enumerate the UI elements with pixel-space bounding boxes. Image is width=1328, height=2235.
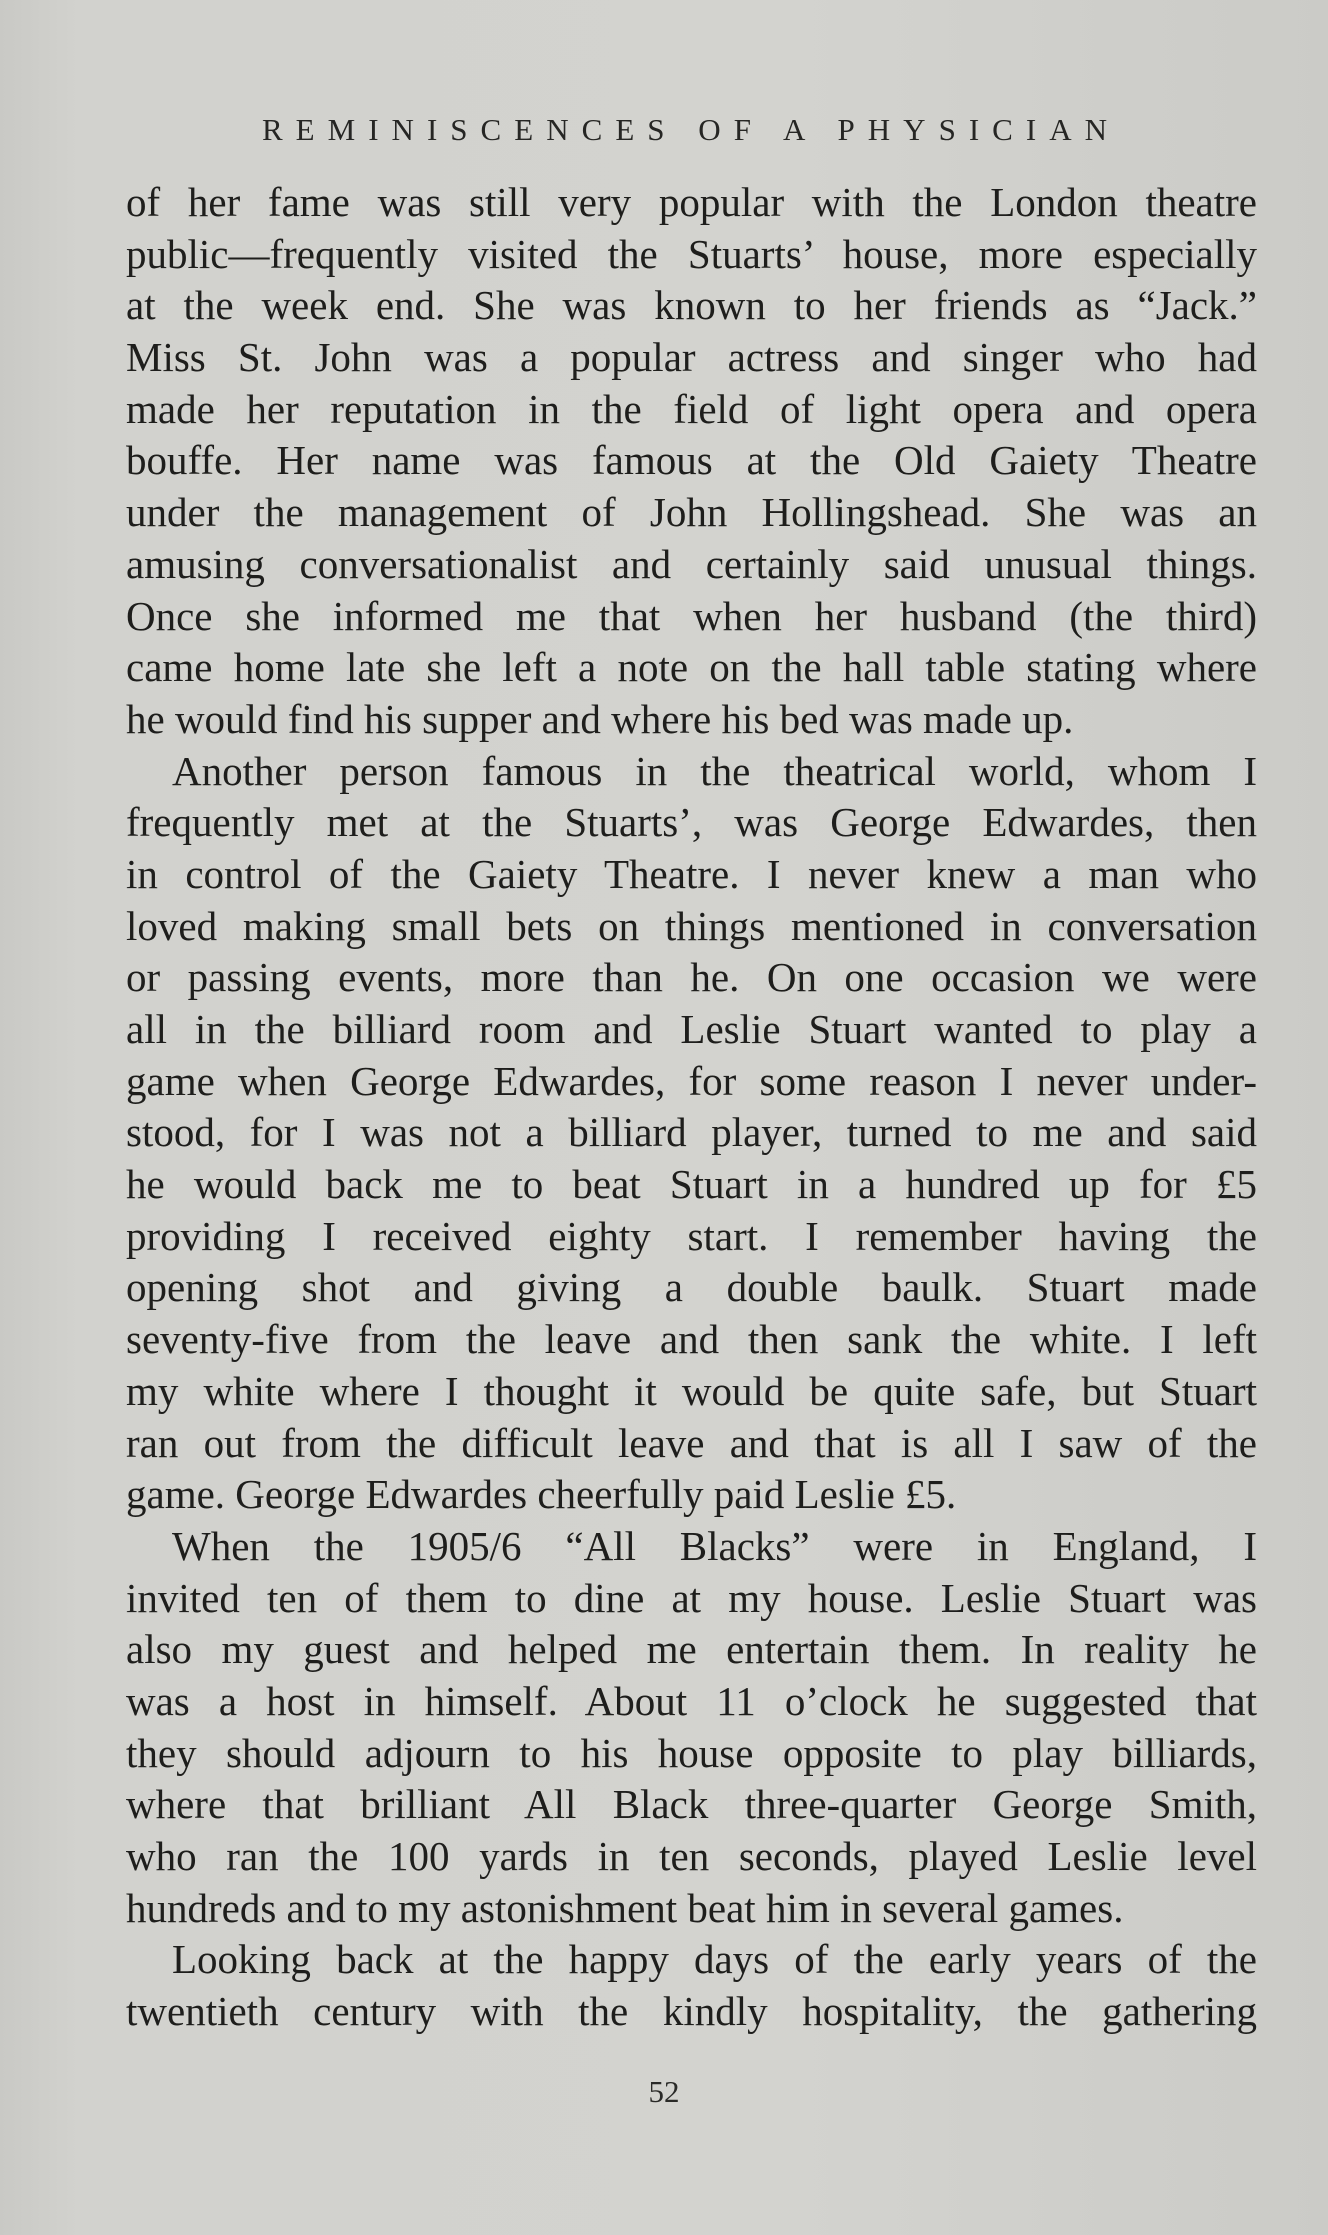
text-line: in control of the Gaiety Theatre. I never knew a man who <box>126 850 1257 897</box>
text-line: they should adjourn to his house opposite to play billiards, <box>126 1729 1257 1776</box>
text-line: frequently met at the Stuarts’, was George Edwardes, then <box>126 799 1257 846</box>
text-line: When the 1905/6 “All Blacks” were in England, I <box>172 1522 1257 1569</box>
text-line: Once she informed me that when her husband (the third) <box>126 592 1257 639</box>
text-line: game when George Edwardes, for some reason I never under- <box>126 1057 1257 1104</box>
text-line: who ran the 100 yards in ten seconds, played Leslie level <box>126 1833 1257 1879</box>
text-line: twentieth century with the kindly hospitality, the gathering <box>126 1988 1257 2035</box>
text-line: where that brilliant All Black three-quarter George Smith, <box>126 1781 1257 1828</box>
text-line: ran out from the difficult leave and that is all I saw of the <box>126 1419 1257 1466</box>
text-line: opening shot and giving a double baulk. Stuart made <box>126 1264 1257 1311</box>
running-head: REMINISCENCES OF A PHYSICIAN <box>261 112 1121 147</box>
text-line: Looking back at the happy days of the early years of the <box>172 1936 1257 1983</box>
text-line: invited ten of them to dine at my house. Leslie Stuart was <box>126 1574 1257 1621</box>
text-line: stood, for I was not a billiard player, turned to me and said <box>126 1109 1257 1156</box>
text-line: bouffe. Her name was famous at the Old Gaiety Theatre <box>126 437 1257 484</box>
text-line: was a host in himself. About 11 o’clock he suggested that <box>126 1677 1257 1724</box>
text-line: he would find his supper and where his bed was made up. <box>126 695 1074 742</box>
text-line: Another person famous in the theatrical world, whom I <box>172 747 1257 794</box>
body-text <box>126 177 1257 2038</box>
text-line: under the management of John Hollingshead. She was an <box>126 489 1257 536</box>
page-number: 52 <box>648 2074 680 2109</box>
text-line: loved making small bets on things mentioned in conversation <box>126 902 1257 949</box>
text-line: he would back me to beat Stuart in a hundred up for £5 <box>126 1161 1257 1208</box>
text-line: providing I received eighty start. I remember having the <box>126 1212 1257 1259</box>
text-line: also my guest and helped me entertain them. In reality he <box>126 1626 1257 1673</box>
text-line: game. George Edwardes cheerfully paid Leslie £5. <box>126 1471 957 1518</box>
text-line: Miss St. John was a popular actress and singer who had <box>126 334 1257 381</box>
text-line: came home late she left a note on the hall table stating where <box>126 644 1257 691</box>
text-line: or passing events, more than he. On one occasion we were <box>126 954 1257 1001</box>
text-line: at the week end. She was known to her friends as “Jack.” <box>126 282 1257 329</box>
text-line: made her reputation in the field of light opera and opera <box>126 385 1257 432</box>
text-line: public—frequently visited the Stuarts’ house, more especially <box>126 230 1257 277</box>
text-line: seventy-five from the leave and then sank the white. I left <box>126 1316 1257 1363</box>
text-line: of her fame was still very popular with the London theatre <box>126 179 1257 225</box>
text-line: hundreds and to my astonishment beat him in several games. <box>126 1884 1124 1931</box>
text-line: amusing conversationalist and certainly said unusual things. <box>126 540 1257 587</box>
text-line: all in the billiard room and Leslie Stuart wanted to play a <box>126 1006 1257 1052</box>
text-line: my white where I thought it would be quite safe, but Stuart <box>126 1367 1257 1414</box>
